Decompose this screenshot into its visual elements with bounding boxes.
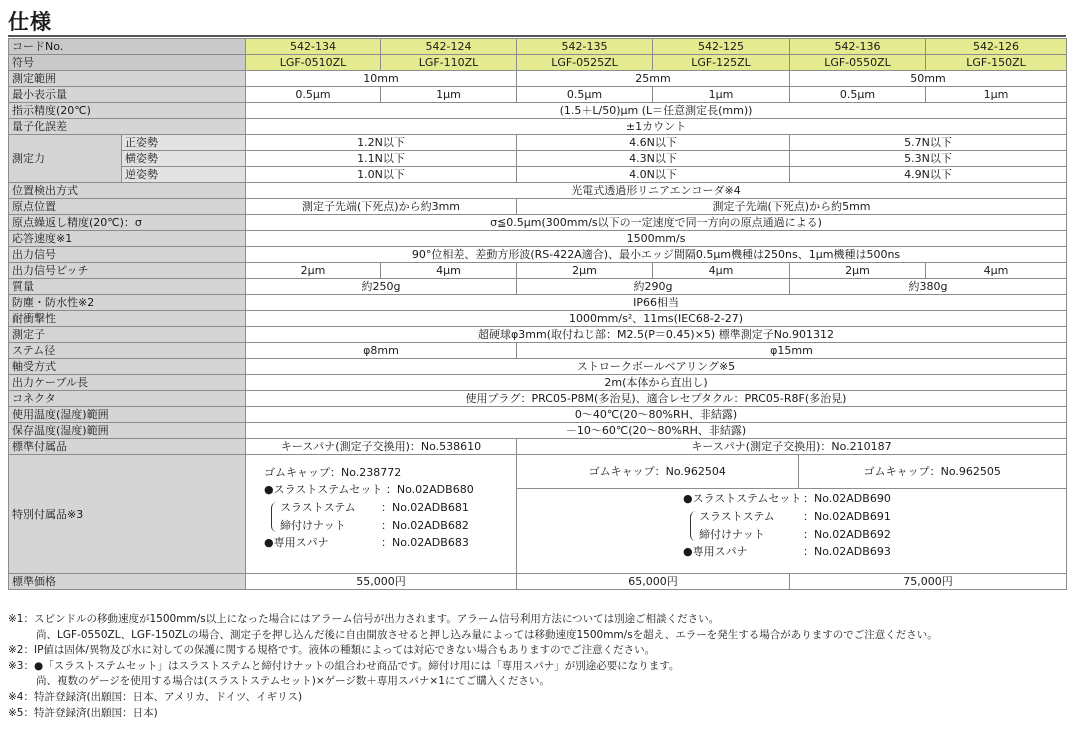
- row-cable: [9, 375, 1067, 391]
- row-origin: [9, 199, 1067, 215]
- special-wrench-no: ：No.02ADB683: [381, 536, 469, 549]
- quant-cell: ±1カウント: [246, 119, 1067, 135]
- response-cell: 1500mm/s: [246, 231, 1067, 247]
- connector-cell: 使用プラグ：PRC05-P8M(多治見)、適合レセプタクル：PRC05-R8F(多治見): [246, 391, 1067, 407]
- resolution-cell: 1μm: [926, 87, 1067, 103]
- origin-rep-cell: σ≦0.5μm(300mm/s以下の一定速度で同一方向の原点通過による): [246, 215, 1067, 231]
- row-mass: [9, 279, 1067, 295]
- std-acc-cell: キースパナ(測定子交換用)：No.210187: [517, 439, 1067, 455]
- special-nut: 締付けナット: [280, 519, 346, 532]
- mass-cell: 約380g: [790, 279, 1067, 295]
- bearing-label: 軸受方式: [9, 359, 246, 375]
- special-cap-cell: ゴムキャップ：No.962504: [517, 455, 798, 489]
- resolution-cell: 1μm: [381, 87, 517, 103]
- row-stylus: [9, 327, 1067, 343]
- row-connector: [9, 391, 1067, 407]
- code-cell: 542-126: [926, 39, 1067, 55]
- force-sub-label: 逆姿勢: [122, 167, 246, 183]
- row-special: [9, 455, 1067, 574]
- ip-label: 防塵・防水性※2: [9, 295, 246, 311]
- row-ip: [9, 295, 1067, 311]
- footnote: ※1：スピンドルの移動速度が1500mm/s以上になった場合にはアラーム信号が出力されます。アラーム信号利用方法については別途ご相談ください。: [8, 613, 720, 625]
- special-cap: ゴムキャップ：No.238772: [264, 466, 402, 479]
- row-shock: [9, 311, 1067, 327]
- special-label: 特別付属品※3: [9, 455, 246, 574]
- st-temp-label: 保存温度(湿度)範囲: [9, 423, 246, 439]
- connector-label: コネクタ: [9, 391, 246, 407]
- force-cell: 1.1N以下: [246, 151, 517, 167]
- pitch-cell: 4μm: [381, 263, 517, 279]
- accuracy-cell: (1.5＋L/50)μm (L＝任意測定長(mm)): [246, 103, 1067, 119]
- stylus-cell: 超硬球φ3mm(取付ねじ部：M2.5(P＝0.45)×5) 標準測定子No.901312: [246, 327, 1067, 343]
- row-response: [9, 231, 1067, 247]
- output-cell: 90°位相差、差動方形波(RS-422A適合)、最小エッジ間隔0.5μm機種は250ns、1μm機種は500ns: [246, 247, 1067, 263]
- resolution-cell: 0.5μm: [517, 87, 653, 103]
- ip-cell: IP66相当: [246, 295, 1067, 311]
- row-price: [9, 574, 1067, 590]
- brace-icon: [690, 511, 696, 541]
- special-r-stem-no: ：No.02ADB691: [803, 510, 891, 523]
- footnote: ※3：●「スラストステムセット」はスラストステムと締付けナットの組合わせ商品です。締付け用には「専用スパナ」が別途必要になります。: [8, 659, 680, 672]
- symbol-cell: LGF-110ZL: [381, 55, 517, 71]
- special-r-nut-no: ：No.02ADB692: [803, 528, 891, 541]
- special-r-set: ●スラストステムセット: [683, 492, 802, 505]
- spec-table: [8, 38, 1067, 590]
- row-origin-repeat: [9, 215, 1067, 231]
- row-stem: [9, 343, 1067, 359]
- row-bearing: [9, 359, 1067, 375]
- symbol-label: 符号: [9, 55, 246, 71]
- st-temp-cell: －10～60℃(20～80%RH、非結露): [246, 423, 1067, 439]
- mass-cell: 約290g: [517, 279, 790, 295]
- title-rule: [8, 35, 1066, 37]
- row-force: [9, 135, 1067, 151]
- special-right-table: [517, 455, 1066, 571]
- resolution-label: 最小表示量: [9, 87, 246, 103]
- special-cap-cell: ゴムキャップ：No.962505: [798, 455, 1066, 489]
- resolution-cell: 0.5μm: [790, 87, 926, 103]
- pitch-cell: 4μm: [653, 263, 790, 279]
- pitch-cell: 2μm: [517, 263, 653, 279]
- price-cell: 75,000円: [790, 574, 1067, 590]
- shock-label: 耐衝撃性: [9, 311, 246, 327]
- force-cell: 4.6N以下: [517, 135, 790, 151]
- force-cell: 4.3N以下: [517, 151, 790, 167]
- stylus-label: 測定子: [9, 327, 246, 343]
- code-label: コードNo.: [9, 39, 246, 55]
- detect-cell: 光電式透過形リニアエンコーダ※4: [246, 183, 1067, 199]
- row-output: [9, 247, 1067, 263]
- special-set-cell: [517, 489, 1066, 572]
- brace-icon: [271, 502, 277, 532]
- detect-label: 位置検出方式: [9, 183, 246, 199]
- special-set: ●スラストステムセット ：No.02ADB680: [264, 483, 474, 496]
- symbol-cell: LGF-0510ZL: [246, 55, 381, 71]
- row-accuracy: [9, 103, 1067, 119]
- force-cell: 5.7N以下: [790, 135, 1067, 151]
- force-cell: 1.2N以下: [246, 135, 517, 151]
- mass-label: 質量: [9, 279, 246, 295]
- range-label: 測定範囲: [9, 71, 246, 87]
- row-std-acc: [9, 439, 1067, 455]
- row-quantization: [9, 119, 1067, 135]
- pitch-cell: 4μm: [926, 263, 1067, 279]
- response-label: 応答速度※1: [9, 231, 246, 247]
- resolution-cell: 0.5μm: [246, 87, 381, 103]
- code-cell: 542-125: [653, 39, 790, 55]
- range-cell: 50mm: [790, 71, 1067, 87]
- row-op-temp: [9, 407, 1067, 423]
- code-cell: 542-136: [790, 39, 926, 55]
- price-label: 標準価格: [9, 574, 246, 590]
- code-cell: 542-135: [517, 39, 653, 55]
- price-cell: 55,000円: [246, 574, 517, 590]
- row-symbol: [9, 55, 1067, 71]
- special-r-stem: スラストステム: [699, 510, 775, 523]
- pitch-cell: 2μm: [790, 263, 926, 279]
- resolution-cell: 1μm: [653, 87, 790, 103]
- footnote: 尚、LGF-0550ZL、LGF-150ZLの場合、測定子を押し込んだ後に自由開放させると押し込み量によっては移動速度1500mm/sを超え、エラーを発生する場合がありますのでご注意ください。: [36, 628, 938, 641]
- origin-cell: 測定子先端(下死点)から約3mm: [246, 199, 517, 215]
- page-title: 仕様: [8, 10, 52, 34]
- footnotes: [8, 612, 1068, 721]
- row-st-temp: [9, 423, 1067, 439]
- range-cell: 10mm: [246, 71, 517, 87]
- std-acc-label: 標準付属品: [9, 439, 246, 455]
- force-sub-label: 横姿勢: [122, 151, 246, 167]
- origin-rep-label: 原点繰返し精度(20℃)：σ: [9, 215, 246, 231]
- special-r-set-no: ：No.02ADB690: [803, 492, 891, 505]
- stem-cell: φ8mm: [246, 343, 517, 359]
- special-stem: スラストステム: [280, 501, 356, 514]
- force-sub-label: 正姿勢: [122, 135, 246, 151]
- cable-cell: 2m(本体から直出し): [246, 375, 1067, 391]
- row-detect: [9, 183, 1067, 199]
- code-cell: 542-124: [381, 39, 517, 55]
- code-cell: 542-134: [246, 39, 381, 55]
- row-range: [9, 71, 1067, 87]
- force-cell: 1.0N以下: [246, 167, 517, 183]
- force-cell: 4.0N以下: [517, 167, 790, 183]
- footnote: ※2：IP値は固体/異物及び水に対しての保護に関する規格です。液体の種類によっては対応できない場合もありますのでご注意ください。: [8, 644, 656, 657]
- row-force: [9, 167, 1067, 183]
- footnote: 尚、複数のゲージを使用する場合は(スラストステムセット)×ゲージ数＋専用スパナ×1にてご購入ください。: [36, 675, 550, 688]
- pitch-cell: 2μm: [246, 263, 381, 279]
- special-right-cell: [517, 455, 1067, 574]
- op-temp-label: 使用温度(湿度)範囲: [9, 407, 246, 423]
- accuracy-label: 指示精度(20℃): [9, 103, 246, 119]
- price-cell: 65,000円: [517, 574, 790, 590]
- std-acc-cell: キースパナ(測定子交換用)：No.538610: [246, 439, 517, 455]
- symbol-cell: LGF-125ZL: [653, 55, 790, 71]
- special-r-nut: 締付けナット: [699, 528, 765, 541]
- special-left-cell: [246, 455, 517, 574]
- footnote: ※5：特許登録済(出願国：日本): [8, 706, 158, 719]
- op-temp-cell: 0～40℃(20～80%RH、非結露): [246, 407, 1067, 423]
- force-cell: 4.9N以下: [790, 167, 1067, 183]
- footnote: ※4：特許登録済(出願国：日本、アメリカ、ドイツ、イギリス): [8, 690, 303, 703]
- quant-label: 量子化誤差: [9, 119, 246, 135]
- symbol-cell: LGF-0550ZL: [790, 55, 926, 71]
- row-resolution: [9, 87, 1067, 103]
- symbol-cell: LGF-150ZL: [926, 55, 1067, 71]
- mass-cell: 約250g: [246, 279, 517, 295]
- row-code: [9, 39, 1067, 55]
- stem-cell: φ15mm: [517, 343, 1067, 359]
- force-cell: 5.3N以下: [790, 151, 1067, 167]
- row-force: [9, 151, 1067, 167]
- row-pitch: [9, 263, 1067, 279]
- pitch-label: 出力信号ピッチ: [9, 263, 246, 279]
- origin-cell: 測定子先端(下死点)から約5mm: [517, 199, 1067, 215]
- special-wrench: ●専用スパナ: [264, 536, 329, 549]
- cable-label: 出力ケーブル長: [9, 375, 246, 391]
- origin-label: 原点位置: [9, 199, 246, 215]
- output-label: 出力信号: [9, 247, 246, 263]
- special-r-wrench: ●専用スパナ: [683, 545, 748, 558]
- range-cell: 25mm: [517, 71, 790, 87]
- bearing-cell: ストロークボールベアリング※5: [246, 359, 1067, 375]
- shock-cell: 1000mm/s²、11ms(IEC68-2-27): [246, 311, 1067, 327]
- special-r-wrench-no: ：No.02ADB693: [803, 545, 891, 558]
- special-stem-no: ：No.02ADB681: [381, 501, 469, 514]
- special-nut-no: ：No.02ADB682: [381, 519, 469, 532]
- symbol-cell: LGF-0525ZL: [517, 55, 653, 71]
- force-label: 測定力: [9, 135, 122, 183]
- stem-label: ステム径: [9, 343, 246, 359]
